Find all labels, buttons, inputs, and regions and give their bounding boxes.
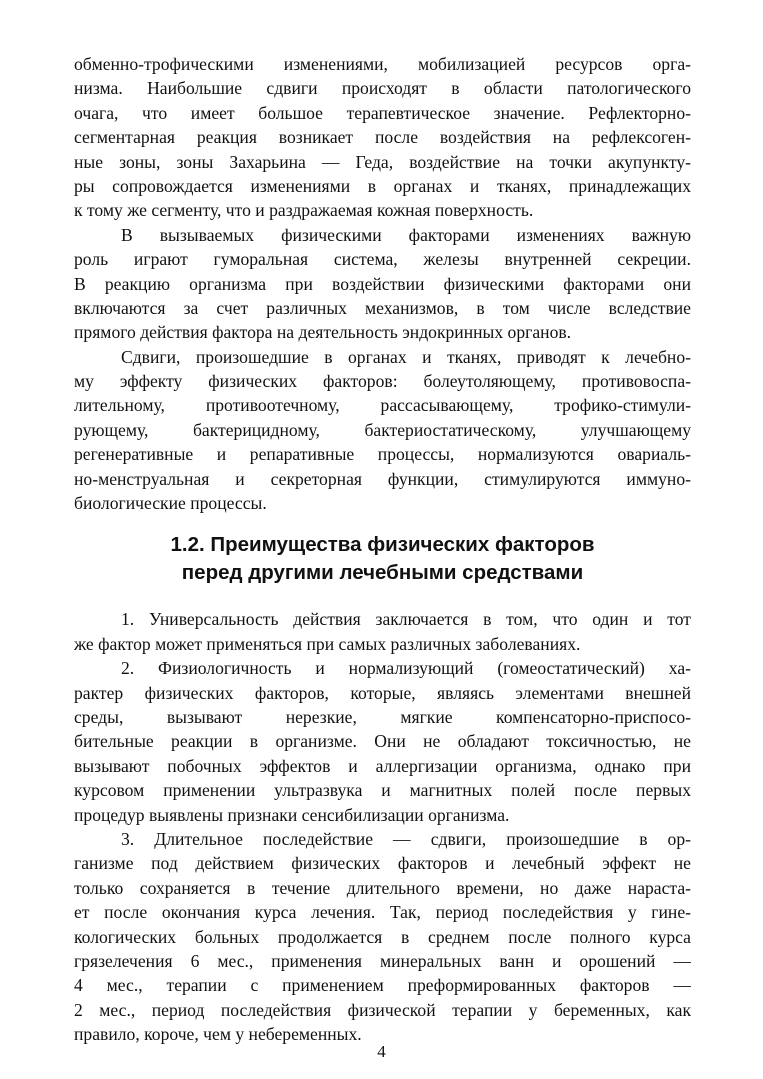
text-line: регенеративные и репаративные процессы, нормализуются овариаль-	[74, 444, 691, 465]
text-line: грязелечения 6 мес., применения минеральных ванн и орошений —	[74, 950, 691, 971]
text-line: только сохраняется в течение длительного времени, но даже нараста-	[74, 877, 691, 898]
section-heading-line-1: 1.2. Преимущества физических факторов	[170, 533, 595, 557]
text-line: биологические процессы.	[74, 493, 267, 514]
page-number: 4	[377, 1042, 386, 1061]
paragraph-group-bottom	[74, 607, 691, 1046]
text-line: низма. Наибольшие сдвиги происходят в области патологического	[74, 78, 691, 99]
text-line: бительные реакции в организме. Они не обладают токсичностью, не	[74, 731, 691, 752]
paragraph-group-top	[74, 52, 691, 515]
text-line: курсовом применении ультразвука и магнитных полей после первых	[74, 780, 691, 801]
text-line: В вызываемых физическими факторами изменениях важную	[121, 224, 691, 245]
text-line: 1. Универсальность действия заключается в том, что один и тот	[121, 609, 691, 630]
text-line: 3. Длительное последействие — сдвиги, произошедшие в ор-	[121, 828, 691, 849]
text-line: роль играют гуморальная система, железы внутренней секреции.	[74, 249, 691, 270]
text-line: обменно-трофическими изменениями, мобилизацией ресурсов орга-	[74, 54, 691, 74]
text-line: правило, короче, чем у небеременных.	[74, 1024, 362, 1045]
text-line: вызывают побочных эффектов и аллергизации организма, однако при	[74, 755, 691, 776]
text-line: среды, вызывают нерезкие, мягкие компенсаторно-приспосо-	[74, 706, 691, 727]
text-line: лительному, противоотечному, рассасывающему, трофико-стимули-	[74, 395, 691, 416]
text-line: кологических больных продолжается в среднем после полного курса	[74, 926, 691, 947]
text-line: сегментарная реакция возникает после воздействия на рефлексоген-	[74, 127, 691, 148]
paragraph	[74, 345, 691, 516]
text-line: очага, что имеет большое терапевтическое значение. Рефлекторно-	[74, 102, 691, 123]
text-line: к тому же сегменту, что и раздражаемая кожная поверхность.	[74, 200, 534, 221]
section-heading-line-2: перед другими лечебными средствами	[181, 561, 584, 585]
text-line: же фактор может применяться при самых различных заболеваниях.	[74, 633, 581, 654]
text-line: 2 мес., период последействия физической терапии у беременных, как	[74, 999, 691, 1020]
text-line: процедур выявлены признаки сенсибилизации организма.	[74, 804, 510, 825]
text-line: 4 мес., терапии с применением преформированных факторов —	[74, 975, 691, 996]
text-line: рующему, бактерицидному, бактериостатическому, улучшающему	[74, 419, 691, 440]
text-line: ганизме под действием физических факторов и лечебный эффект не	[74, 853, 691, 874]
paragraph	[74, 656, 691, 827]
text-line: прямого действия фактора на деятельность эндокринных органов.	[74, 322, 572, 343]
text-line: ет после окончания курса лечения. Так, период последействия у гине-	[74, 902, 691, 923]
paragraph	[74, 607, 691, 656]
text-line: 2. Физиологичность и нормализующий (гомеостатический) ха-	[121, 658, 691, 679]
text-line: Сдвиги, произошедшие в органах и тканях, приводят к лечебно-	[121, 346, 691, 367]
page-body	[74, 52, 691, 1046]
paragraph	[74, 223, 691, 345]
text-line: В реакцию организма при воздействии физическими факторами они	[74, 273, 691, 294]
section-heading	[74, 531, 691, 587]
text-line: включаются за счет различных механизмов, в том числе вследствие	[74, 297, 691, 318]
text-line: ные зоны, зоны Захарьина — Геда, воздействие на точки акупункту-	[74, 151, 691, 172]
paragraph	[74, 52, 691, 223]
text-line: ры сопровождается изменениями в органах и тканях, принадлежащих	[74, 175, 691, 196]
text-line: му эффекту физических факторов: болеутоляющему, противовоспа-	[74, 371, 691, 392]
paragraph	[74, 827, 691, 1047]
text-line: рактер физических факторов, которые, являясь элементами внешней	[74, 682, 691, 703]
text-line: но-менструальная и секреторная функции, стимулируются иммуно-	[74, 468, 691, 489]
